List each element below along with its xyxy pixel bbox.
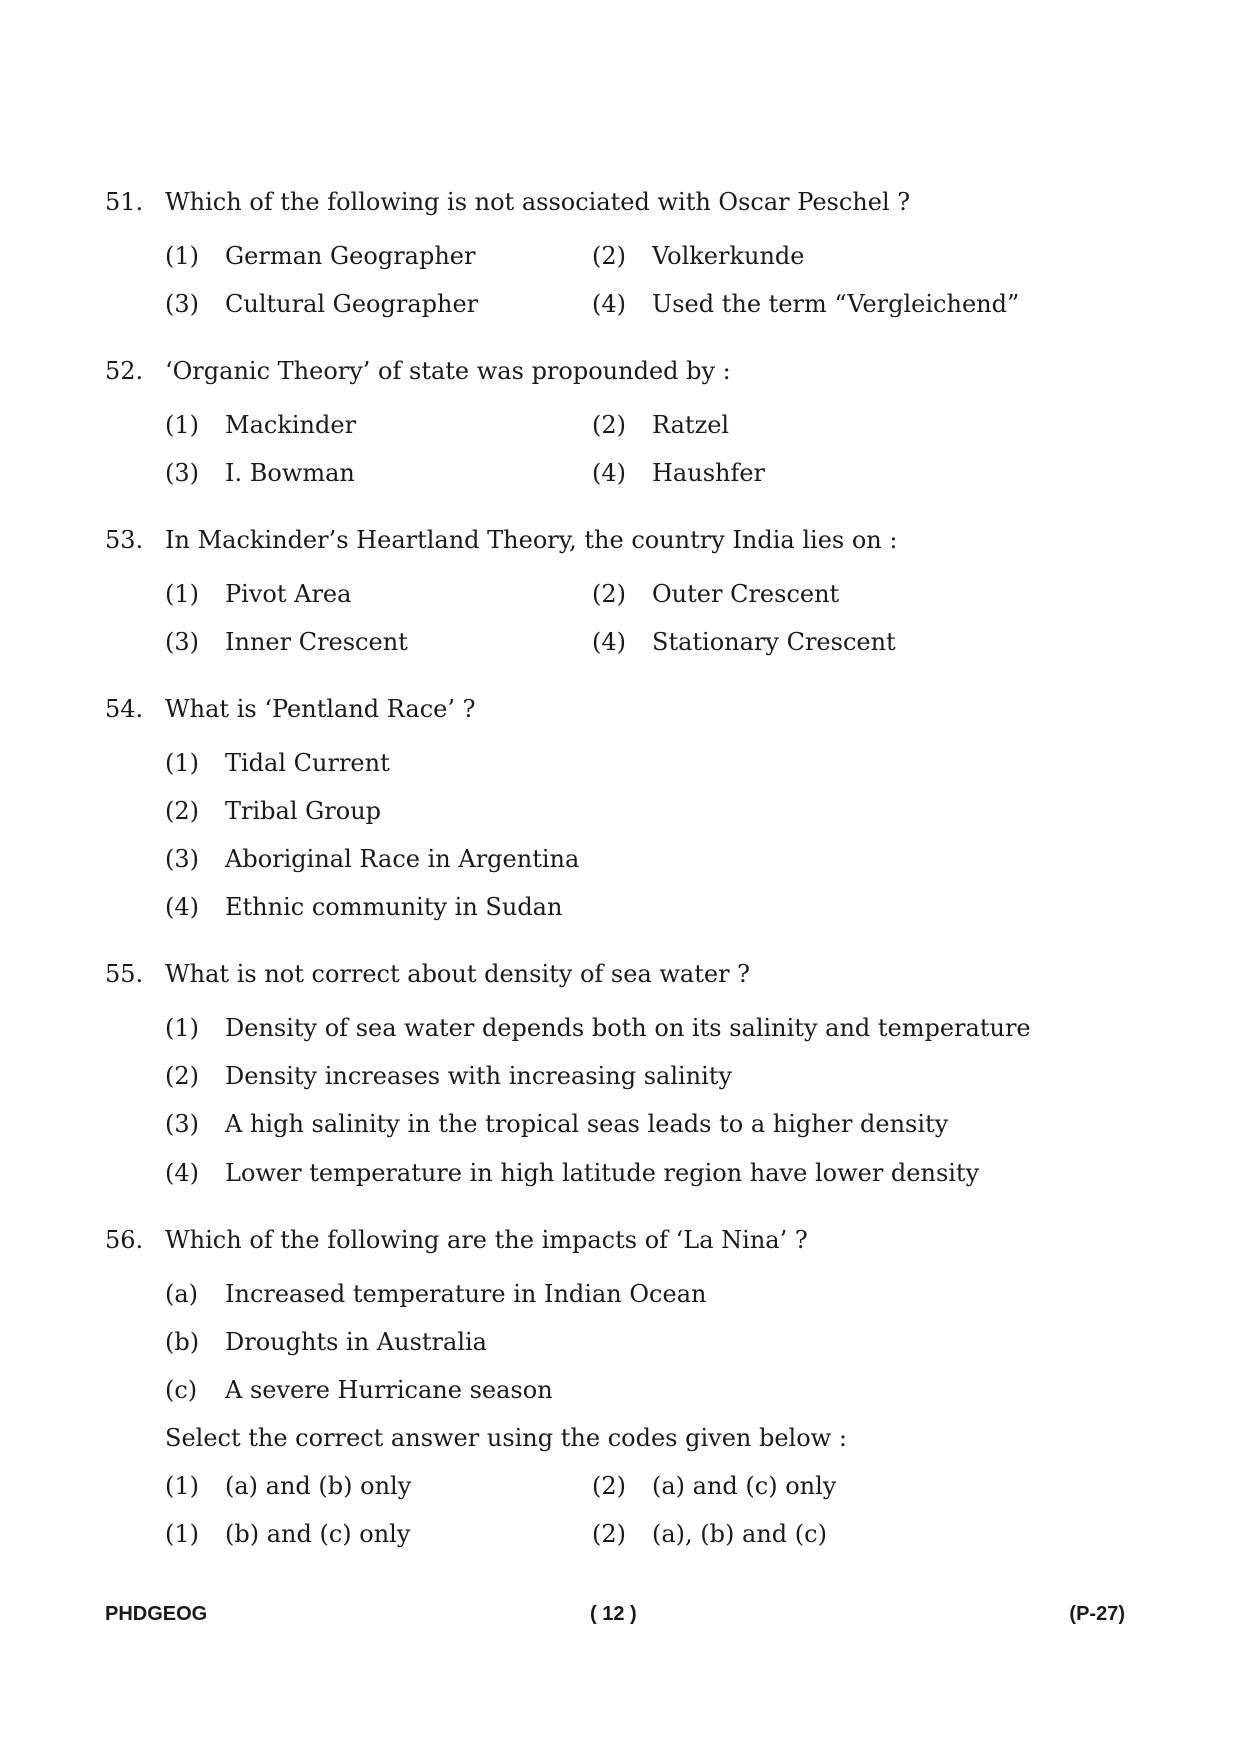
question-number: 51. [105,188,144,216]
statement-text: A severe Hurricane season [225,1376,553,1404]
option-label: (1) [165,1014,199,1042]
option-label: (2) [592,242,626,270]
option-text: Tribal Group [225,797,382,825]
footer-set: (P-27) [1069,1603,1125,1625]
option-text: Cultural Geographer [225,290,479,318]
question-text: In Mackinder’s Heartland Theory, the country India lies on : [165,526,898,554]
instruction-text: Select the correct answer using the codes given below : [165,1424,847,1452]
option-text: Tidal Current [225,749,390,777]
option-text: Inner Crescent [225,628,408,656]
option-text: (b) and (c) only [225,1520,411,1548]
footer-code: PHDGEOG [105,1603,208,1625]
option-label: (4) [592,459,626,487]
statement-text: Droughts in Australia [225,1328,487,1356]
option-label: (3) [165,628,199,656]
option-label: (1) [165,580,199,608]
option-text: (a), (b) and (c) [652,1520,827,1548]
option-label: (2) [592,1472,626,1500]
option-text: Density increases with increasing salinity [225,1062,733,1090]
option-text: Aboriginal Race in Argentina [225,845,580,873]
question-text: Which of the following is not associated with Oscar Peschel ? [165,188,911,216]
statement-label: (a) [165,1280,199,1308]
question-text: ‘Organic Theory’ of state was propounded by : [165,357,731,385]
option-label: (2) [165,1062,199,1090]
option-label: (3) [165,1110,199,1138]
option-label: (2) [592,580,626,608]
option-text: A high salinity in the tropical seas leads to a higher density [225,1110,949,1138]
question-number: 52. [105,357,144,385]
option-text: I. Bowman [225,459,355,487]
option-label: (3) [165,845,199,873]
question-text: Which of the following are the impacts of ‘La Nina’ ? [165,1226,808,1254]
option-label: (1) [165,1520,199,1548]
option-text: Outer Crescent [652,580,840,608]
statement-text: Increased temperature in Indian Ocean [225,1280,707,1308]
footer-page-number: ( 12 ) [590,1603,637,1625]
statement-label: (c) [165,1376,198,1404]
option-label: (1) [165,749,199,777]
option-label: (4) [592,628,626,656]
option-label: (2) [592,411,626,439]
option-label: (2) [592,1520,626,1548]
question-number: 54. [105,695,144,723]
option-text: Volkerkunde [652,242,805,270]
option-label: (3) [165,459,199,487]
option-text: Density of sea water depends both on its salinity and temperature [225,1014,1031,1042]
question-number: 56. [105,1226,144,1254]
option-label: (2) [165,797,199,825]
option-text: Used the term “Vergleichend” [652,290,1020,318]
option-text: Pivot Area [225,580,352,608]
question-number: 53. [105,526,144,554]
option-label: (1) [165,242,199,270]
option-text: Stationary Crescent [652,628,896,656]
option-label: (4) [592,290,626,318]
option-label: (4) [165,1159,199,1187]
option-text: Ethnic community in Sudan [225,893,563,921]
option-label: (4) [165,893,199,921]
option-label: (1) [165,1472,199,1500]
option-text: Lower temperature in high latitude region have lower density [225,1159,980,1187]
question-text: What is not correct about density of sea water ? [165,960,751,988]
option-label: (3) [165,290,199,318]
question-text: What is ‘Pentland Race’ ? [165,695,476,723]
statement-label: (b) [165,1328,200,1356]
option-label: (1) [165,411,199,439]
option-text: (a) and (b) only [225,1472,412,1500]
option-text: German Geographer [225,242,476,270]
option-text: Mackinder [225,411,357,439]
question-number: 55. [105,960,144,988]
option-text: Ratzel [652,411,730,439]
option-text: (a) and (c) only [652,1472,837,1500]
option-text: Haushfer [652,459,766,487]
